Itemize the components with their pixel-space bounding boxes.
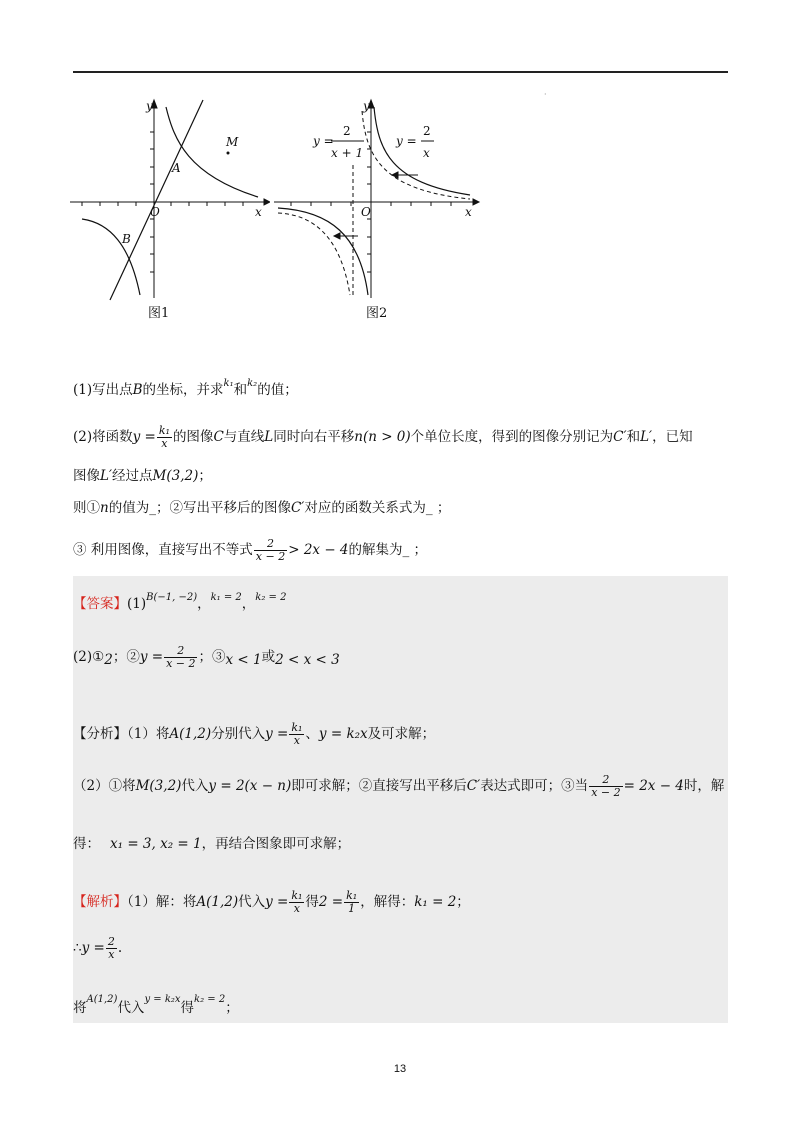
analysis-line-2 — [73, 774, 724, 799]
solution-func-den: x — [293, 902, 300, 915]
answer-sol1: x < 1 — [225, 652, 262, 668]
analysis-l3-a: 得： — [73, 836, 100, 852]
analysis-func-lhs: y = — [265, 726, 289, 742]
fig1-label-O: O — [150, 205, 160, 219]
answer-sep1: ， — [197, 596, 211, 612]
answer-box — [73, 576, 728, 1023]
answer-l2-a: (2)① — [73, 649, 105, 665]
q2-func-den: x — [161, 437, 168, 450]
analysis-l2-a: （2）①将 — [73, 778, 136, 794]
solution-l3-a: 将 — [73, 1000, 87, 1016]
solution-therefore: ∴ — [73, 940, 82, 956]
q1-k2: k₂ — [247, 378, 258, 389]
analysis-l1-a: （1）将 — [127, 726, 170, 742]
solution-func2-lhs: y = — [81, 940, 105, 956]
q2s3-rhs: > 2x − 4 — [288, 542, 349, 558]
q2s1-text-a: 则① — [73, 500, 100, 516]
fig2-curve-shifted-upper — [362, 111, 470, 199]
solution-func-frac — [289, 890, 304, 915]
analysis-l2-c: 即可求解；②直接写出平移后 — [291, 778, 467, 794]
fig2-eq-right-den: x — [423, 146, 430, 160]
q2-text-e: 个单位长度，得到的图像分别记为 — [410, 429, 614, 445]
fig1-hyperbola-left — [82, 219, 140, 295]
question-2-sub-1-2 — [73, 498, 450, 518]
answer-or: 或 — [261, 649, 276, 665]
analysis-func-frac — [289, 722, 304, 747]
solution-l1-b: 代入 — [238, 894, 266, 910]
solution-eq-frac — [344, 890, 359, 915]
answer-l1-a: (1) — [127, 596, 147, 612]
fig2-curve-shifted-lower — [278, 213, 350, 295]
analysis-line-3 — [73, 834, 350, 854]
answer-func-den: x − 2 — [166, 657, 196, 670]
question-1 — [73, 374, 298, 400]
solution-func2-frac — [106, 936, 117, 961]
answer-n: 2 — [104, 652, 113, 668]
analysis-tag: 【分析】 — [73, 726, 127, 742]
fig2-label-y: y — [363, 99, 370, 113]
q2s3-frac — [254, 538, 287, 563]
fig2-curve-2-over-x-lower — [278, 208, 368, 295]
q2-text-f: ，已知 — [652, 429, 693, 445]
q2-text-c: 与直线 — [223, 429, 265, 445]
solution-l3-b: 代入 — [117, 1000, 145, 1016]
answer-line-2 — [73, 645, 340, 670]
q2-text-g: 图像 — [73, 468, 100, 484]
q2s1-C-prime: C′ — [290, 500, 305, 516]
fig2-x-arrow — [473, 199, 479, 205]
fig2-eq-left-num: 2 — [343, 124, 351, 138]
q2s1-text-b: 的值为_；②写出平移后的图像 — [108, 500, 291, 516]
solution-l3-d: ； — [225, 1000, 239, 1016]
analysis-C-prime: C′ — [466, 778, 481, 794]
q2-point-M: M(3,2) — [152, 468, 199, 484]
q1-text-d: 的值； — [257, 382, 298, 398]
answer-k2: k₂ = 2 — [255, 592, 287, 603]
fig2-caption: 图2 — [366, 306, 388, 321]
q2-L-prime-2: L′ — [100, 468, 113, 484]
q2-C-prime: C′ — [613, 429, 627, 445]
analysis-l2-e: 时，解 — [683, 778, 725, 794]
analysis-l1-c: 、 — [305, 726, 319, 742]
fig1-label-A: A — [172, 161, 181, 175]
analysis-l1-d: 及可求解； — [367, 726, 436, 742]
q2s3-den: x − 2 — [255, 550, 286, 563]
analysis-point-A: A(1,2) — [169, 726, 212, 742]
fig2-label-x: x — [465, 205, 472, 219]
q1-k1: k₁ — [223, 378, 234, 389]
analysis-point-M: M(3,2) — [135, 778, 182, 794]
solution-eq-den: 1 — [348, 902, 356, 915]
q2-text-d: 同时向右平移 — [273, 429, 355, 445]
answer-func-lhs: y = — [139, 649, 164, 665]
analysis-l3-b: ，再结合图象即可求解； — [201, 836, 351, 852]
q2s1-text-c: 对应的函数关系式为_ ； — [304, 500, 451, 516]
solution-l3-point-A: A(1,2) — [86, 994, 118, 1005]
figure-2 — [270, 95, 482, 325]
figure-1 — [70, 95, 270, 325]
header-rule — [73, 71, 728, 73]
solution-l3-eq: y = k₂x — [144, 994, 181, 1005]
answer-l2-b: ；② — [112, 649, 140, 665]
q1-point-B: B — [132, 382, 143, 398]
q2-L: L — [264, 429, 274, 445]
fig2-eq-right-lhs: y = — [396, 134, 417, 148]
solution-l1-c: 得 — [305, 894, 319, 910]
fig2-eq-right-num: 2 — [423, 124, 431, 138]
q2-text-b: 的图像 — [172, 429, 214, 445]
solution-k1-result: k₁ = 2 — [414, 894, 457, 910]
fig1-line-L — [110, 100, 203, 300]
analysis-num: 2 — [589, 774, 622, 787]
answer-point-B: B(−1, −2) — [146, 592, 198, 603]
question-2-line2 — [73, 466, 212, 486]
solution-line-3 — [73, 990, 239, 1018]
question-2-sub-3 — [73, 538, 427, 563]
analysis-x2: x₂ = 1 — [160, 836, 202, 852]
solution-l1-d: ，解得： — [360, 894, 415, 910]
solution-eq-num: k₁ — [346, 889, 358, 902]
q2-func-lhs: y = — [132, 429, 156, 445]
analysis-den: x − 2 — [591, 786, 621, 799]
q2-C: C — [213, 429, 224, 445]
analysis-func-num: k₁ — [291, 721, 303, 734]
answer-func-frac — [164, 645, 197, 670]
fig2-eq-left-lhs: y = — [313, 134, 334, 148]
q2-n-condition: n(n > 0) — [354, 429, 411, 445]
fig2-eq-left-den: x + 1 — [331, 146, 364, 160]
q1-text-a: (1)写出点 — [73, 382, 133, 398]
analysis-eq: y = 2(x − n) — [208, 778, 292, 794]
answer-sep2: ， — [241, 596, 256, 612]
q2-text-a: (2)将函数 — [73, 429, 133, 445]
q2-text-h: 经过点 — [112, 468, 153, 484]
q2s1-n: n — [100, 500, 109, 516]
solution-line-1 — [73, 890, 470, 915]
answer-k1: k₁ = 2 — [210, 592, 242, 603]
analysis-l1-b: 分别代入 — [211, 726, 266, 742]
solution-func2-den: x — [108, 948, 115, 961]
fig1-label-y: y — [146, 99, 153, 113]
answer-sol2: 2 < x < 3 — [275, 652, 340, 668]
page-number: 13 — [393, 1063, 407, 1075]
analysis-frac — [589, 774, 622, 799]
analysis-eq2: y = k₂x — [318, 726, 368, 742]
answer-func-num: 2 — [164, 645, 197, 658]
fig1-caption: 图1 — [148, 306, 170, 321]
analysis-x1: x₁ = 3, — [110, 836, 156, 852]
solution-line-2 — [73, 936, 122, 961]
solution-l3-c: 得 — [180, 1000, 195, 1016]
answer-tag: 【答案】 — [73, 596, 127, 612]
q1-text-c: 的坐标，并求 — [142, 382, 224, 398]
solution-l1-a: （1）解：将 — [127, 894, 197, 910]
q2s3-text-b: 的解集为_ ； — [348, 542, 428, 558]
solution-l1-e: ； — [456, 894, 470, 910]
scan-dot: · — [544, 90, 547, 99]
fig2-curve-2-over-x-upper — [374, 107, 470, 195]
fig2-label-O: O — [361, 205, 371, 219]
answer-line-1 — [73, 588, 286, 614]
solution-point-A: A(1,2) — [196, 894, 239, 910]
solution-k2-result: k₂ = 2 — [194, 994, 226, 1005]
answer-l2-c: ；③ — [198, 649, 226, 665]
fig1-label-M: M — [226, 135, 239, 149]
analysis-rhs: = 2x − 4 — [623, 778, 684, 794]
analysis-l2-d: 表达式即可；③当 — [480, 778, 589, 794]
fig1-label-B: B — [122, 232, 131, 246]
solution-eq-lhs: 2 = — [318, 894, 344, 910]
fig1-label-x: x — [255, 205, 262, 219]
q2-func-frac — [157, 425, 172, 450]
q2s3-num: 2 — [254, 538, 287, 551]
solution-l2-b: . — [117, 940, 123, 956]
solution-tag: 【解析】 — [73, 894, 127, 910]
q2s3-text-a: ③ 利用图像，直接写出不等式 — [73, 542, 253, 558]
q2-text-i: ； — [198, 468, 212, 484]
question-2-line1 — [73, 425, 693, 450]
analysis-line-1 — [73, 722, 435, 747]
solution-func-lhs: y = — [265, 894, 289, 910]
solution-func2-num: 2 — [107, 935, 115, 948]
solution-func-num: k₁ — [291, 889, 303, 902]
fig1-point-M — [227, 152, 230, 155]
q2-and: 和 — [626, 429, 641, 445]
fig1-hyperbola-right — [166, 107, 258, 197]
q2-L-prime: L′ — [640, 429, 653, 445]
analysis-func-den: x — [293, 734, 300, 747]
q1-and: 和 — [233, 382, 248, 398]
q2-func-num: k₁ — [158, 424, 170, 437]
analysis-l2-b: 代入 — [181, 778, 209, 794]
